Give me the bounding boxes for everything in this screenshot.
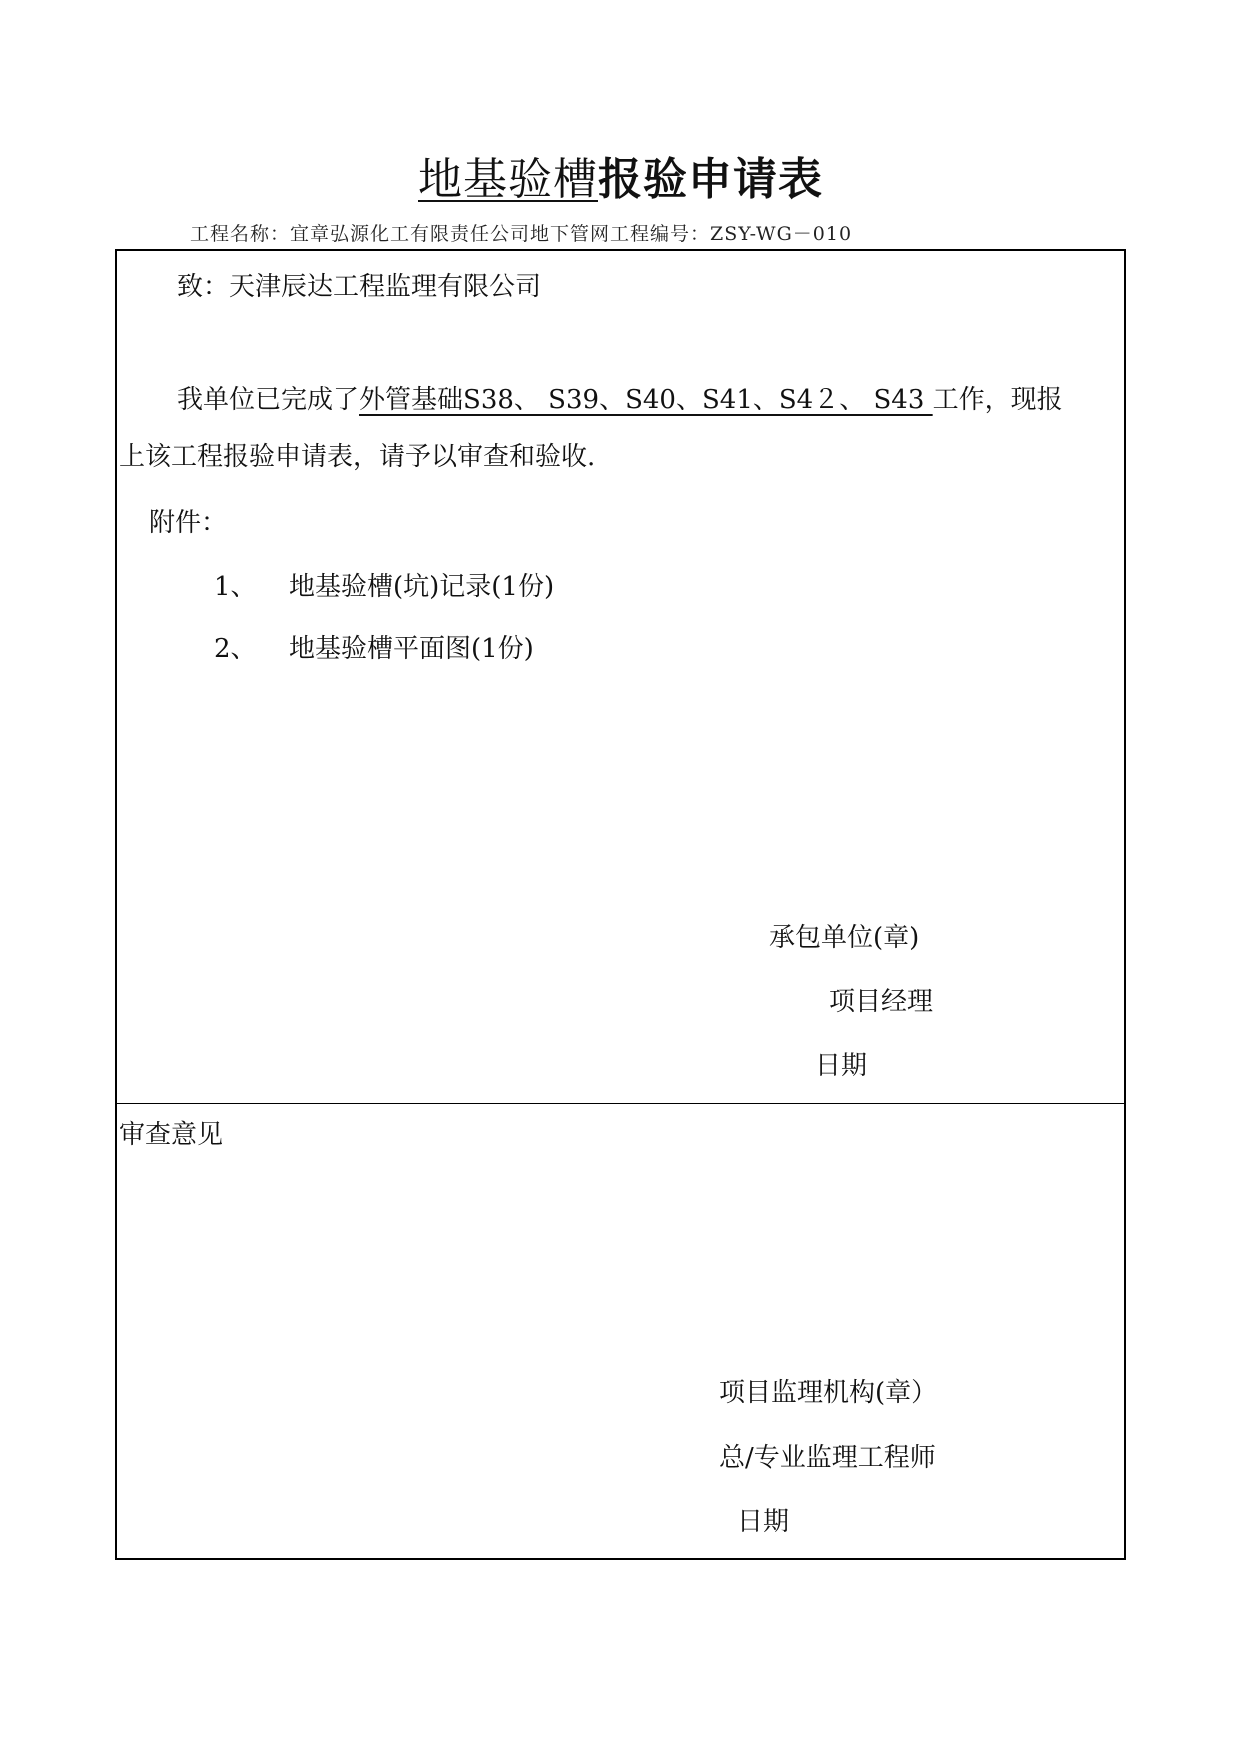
addressee-line: 致：天津辰达工程监理有限公司 [177,272,542,302]
supervising-engineer-label: 总/专业监理工程师 [719,1443,936,1473]
statement-line-2: 上该工程报验申请表，请予以审查和验收. [119,442,596,472]
document-title [0,150,1241,210]
statement-prefix: 我单位已完成了 [177,385,360,415]
completed-work: 外管基础S38、 S39、S40、S41、S4２、 S43 [359,385,933,415]
section-divider [117,1103,1124,1104]
contractor-date-label: 日期 [815,1051,868,1081]
attachment-item: 地基验槽(坑)记录(1份) [289,572,555,602]
supervisor-seal: 项目监理机构(章） [719,1378,938,1408]
form-frame [115,249,1126,1560]
attachments-label: 附件： [149,508,228,538]
project-line: 工程名称：宜章弘源化工有限责任公司地下管网工程编号：ZSY-WG－010 [190,223,853,245]
contractor-seal: 承包单位(章) [769,923,920,953]
completion-statement [177,382,1063,418]
project-manager-label: 项目经理 [829,987,934,1017]
title-underlined-part: 地基验槽 [418,154,598,205]
review-opinion-label: 审查意见 [119,1120,224,1150]
attachment-item: 地基验槽平面图(1份) [289,634,534,664]
attachment-number: 2、 [214,634,257,664]
supervisor-date-label: 日期 [737,1507,790,1537]
statement-suffix: 工作，现报 [932,385,1063,415]
title-bold-part: 报验申请表 [598,154,823,205]
attachment-number: 1、 [214,572,257,602]
